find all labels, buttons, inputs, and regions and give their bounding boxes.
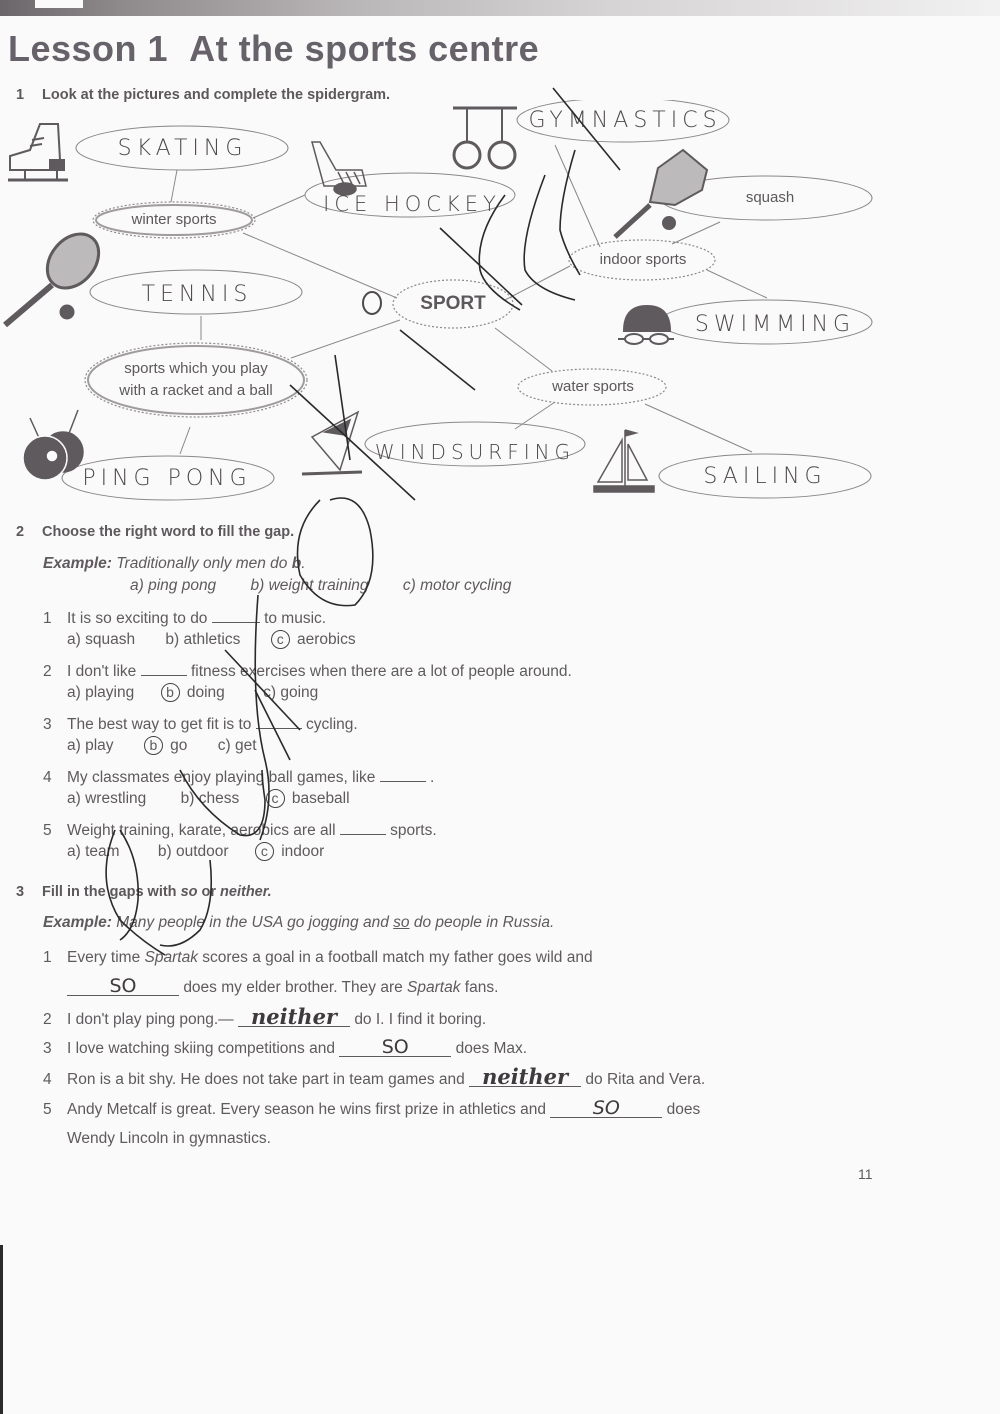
exercise-3-heading: 3 Fill in the gaps with so or neither. bbox=[16, 884, 272, 900]
handwritten-answer: neither bbox=[238, 1008, 350, 1027]
ex3-item-2: 2 I don't play ping pong.— neither do I. I find it boring. bbox=[43, 1004, 487, 1029]
ex2-item-5: 5 Weight training, karate, aerobics are all sports. bbox=[43, 822, 437, 839]
ex2-item-3: 3 The best way to get fit is to cycling. bbox=[43, 716, 358, 733]
ex2-item-4-options: a) wrestling b) chess c baseball bbox=[67, 790, 350, 807]
node-ping-pong: PING PONG bbox=[82, 465, 252, 491]
node-gymnastics: GYMNASTICS bbox=[528, 107, 722, 133]
ex3-item-5-line-2: Wendy Lincoln in gymnastics. bbox=[67, 1130, 271, 1147]
ex3-item-1-line-2: SO does my elder brother. They are Spartak fans. bbox=[67, 977, 498, 997]
circled-answer: c baseball bbox=[266, 789, 350, 808]
node-squash: squash bbox=[745, 189, 795, 206]
page-number: 11 bbox=[858, 1166, 873, 1182]
ex2-item-4: 4 My classmates enjoy playing ball games, like . bbox=[43, 769, 435, 786]
ex3-item-5: 5 Andy Metcalf is great. Every season he wins first prize in athletics and SO does bbox=[43, 1097, 701, 1119]
handwritten-answer: SO bbox=[550, 1099, 662, 1118]
ex3-item-1: 1 Every time Spartak scores a goal in a football match my father goes wild and bbox=[43, 949, 593, 966]
pencil-mark-o bbox=[363, 292, 381, 314]
ex3-item-4: 4 Ron is a bit shy. He does not take part in team games and neither do Rita and Vera. bbox=[43, 1064, 706, 1089]
windsurf-board-icon bbox=[302, 412, 362, 474]
swim-cap-icon bbox=[618, 306, 674, 344]
ex2-item-5-options: a) team b) outdoor c indoor bbox=[67, 843, 325, 860]
circled-answer: c aerobics bbox=[271, 630, 356, 649]
node-ice-hockey: ICE HOCKEY bbox=[323, 192, 501, 216]
handwritten-answer: neither bbox=[469, 1068, 581, 1087]
node-windsurfing: WINDSURFING bbox=[374, 440, 576, 464]
exercise-1-heading: 1 Look at the pictures and complete the spidergram. bbox=[16, 87, 391, 103]
circled-answer: c indoor bbox=[255, 842, 324, 861]
scan-header-strip bbox=[0, 0, 1000, 16]
scan-edge-bar bbox=[0, 1245, 3, 1414]
handwritten-answer: SO bbox=[339, 1038, 451, 1057]
exercise-3-example: Example: Many people in the USA go jogging and so do people in Russia. bbox=[43, 914, 555, 931]
ex2-item-1-options: a) squash b) athletics c aerobics bbox=[67, 631, 356, 648]
spidergram bbox=[0, 100, 1000, 510]
node-water-sports: water sports bbox=[552, 378, 634, 395]
lesson-label: Lesson 1 bbox=[8, 28, 169, 69]
node-winter-sports: winter sports bbox=[131, 211, 217, 228]
node-sport-center: SPORT bbox=[420, 293, 486, 314]
ex2-item-2-options: a) playing b doing c) going bbox=[67, 684, 319, 701]
node-skating: SKATING bbox=[117, 135, 248, 161]
node-sailing: SAILING bbox=[703, 463, 827, 489]
circled-answer: b doing bbox=[161, 683, 225, 702]
ex2-item-3-options: a) play b go c) get bbox=[67, 737, 257, 754]
handwritten-answer: SO bbox=[67, 977, 179, 996]
exercise-2-example-options: a) ping pong b) weight training c) motor cycling bbox=[130, 577, 512, 594]
sailboat-icon bbox=[594, 430, 654, 492]
gymnastic-rings-icon bbox=[453, 108, 517, 168]
node-swimming: SWIMMING bbox=[694, 311, 856, 337]
node-racket-sports: sports which you play with a racket and a ball bbox=[119, 360, 273, 399]
lesson-title bbox=[8, 28, 539, 70]
ice-skate-icon bbox=[8, 124, 68, 180]
node-tennis: TENNIS bbox=[141, 281, 253, 307]
lesson-heading: At the sports centre bbox=[189, 28, 540, 69]
node-indoor-sports: indoor sports bbox=[599, 251, 687, 268]
circled-answer: b go bbox=[144, 736, 188, 755]
exercise-2-heading: 2 Choose the right word to fill the gap. bbox=[16, 524, 295, 540]
ex2-item-1: 1 It is so exciting to do to music. bbox=[43, 610, 327, 627]
exercise-2-example: Example: Traditionally only men do b. bbox=[43, 555, 306, 572]
ex2-item-2: 2 I don't like fitness exercises when there are a lot of people around. bbox=[43, 663, 572, 680]
ex3-item-3: 3 I love watching skiing competitions and SO does Max. bbox=[43, 1036, 528, 1058]
